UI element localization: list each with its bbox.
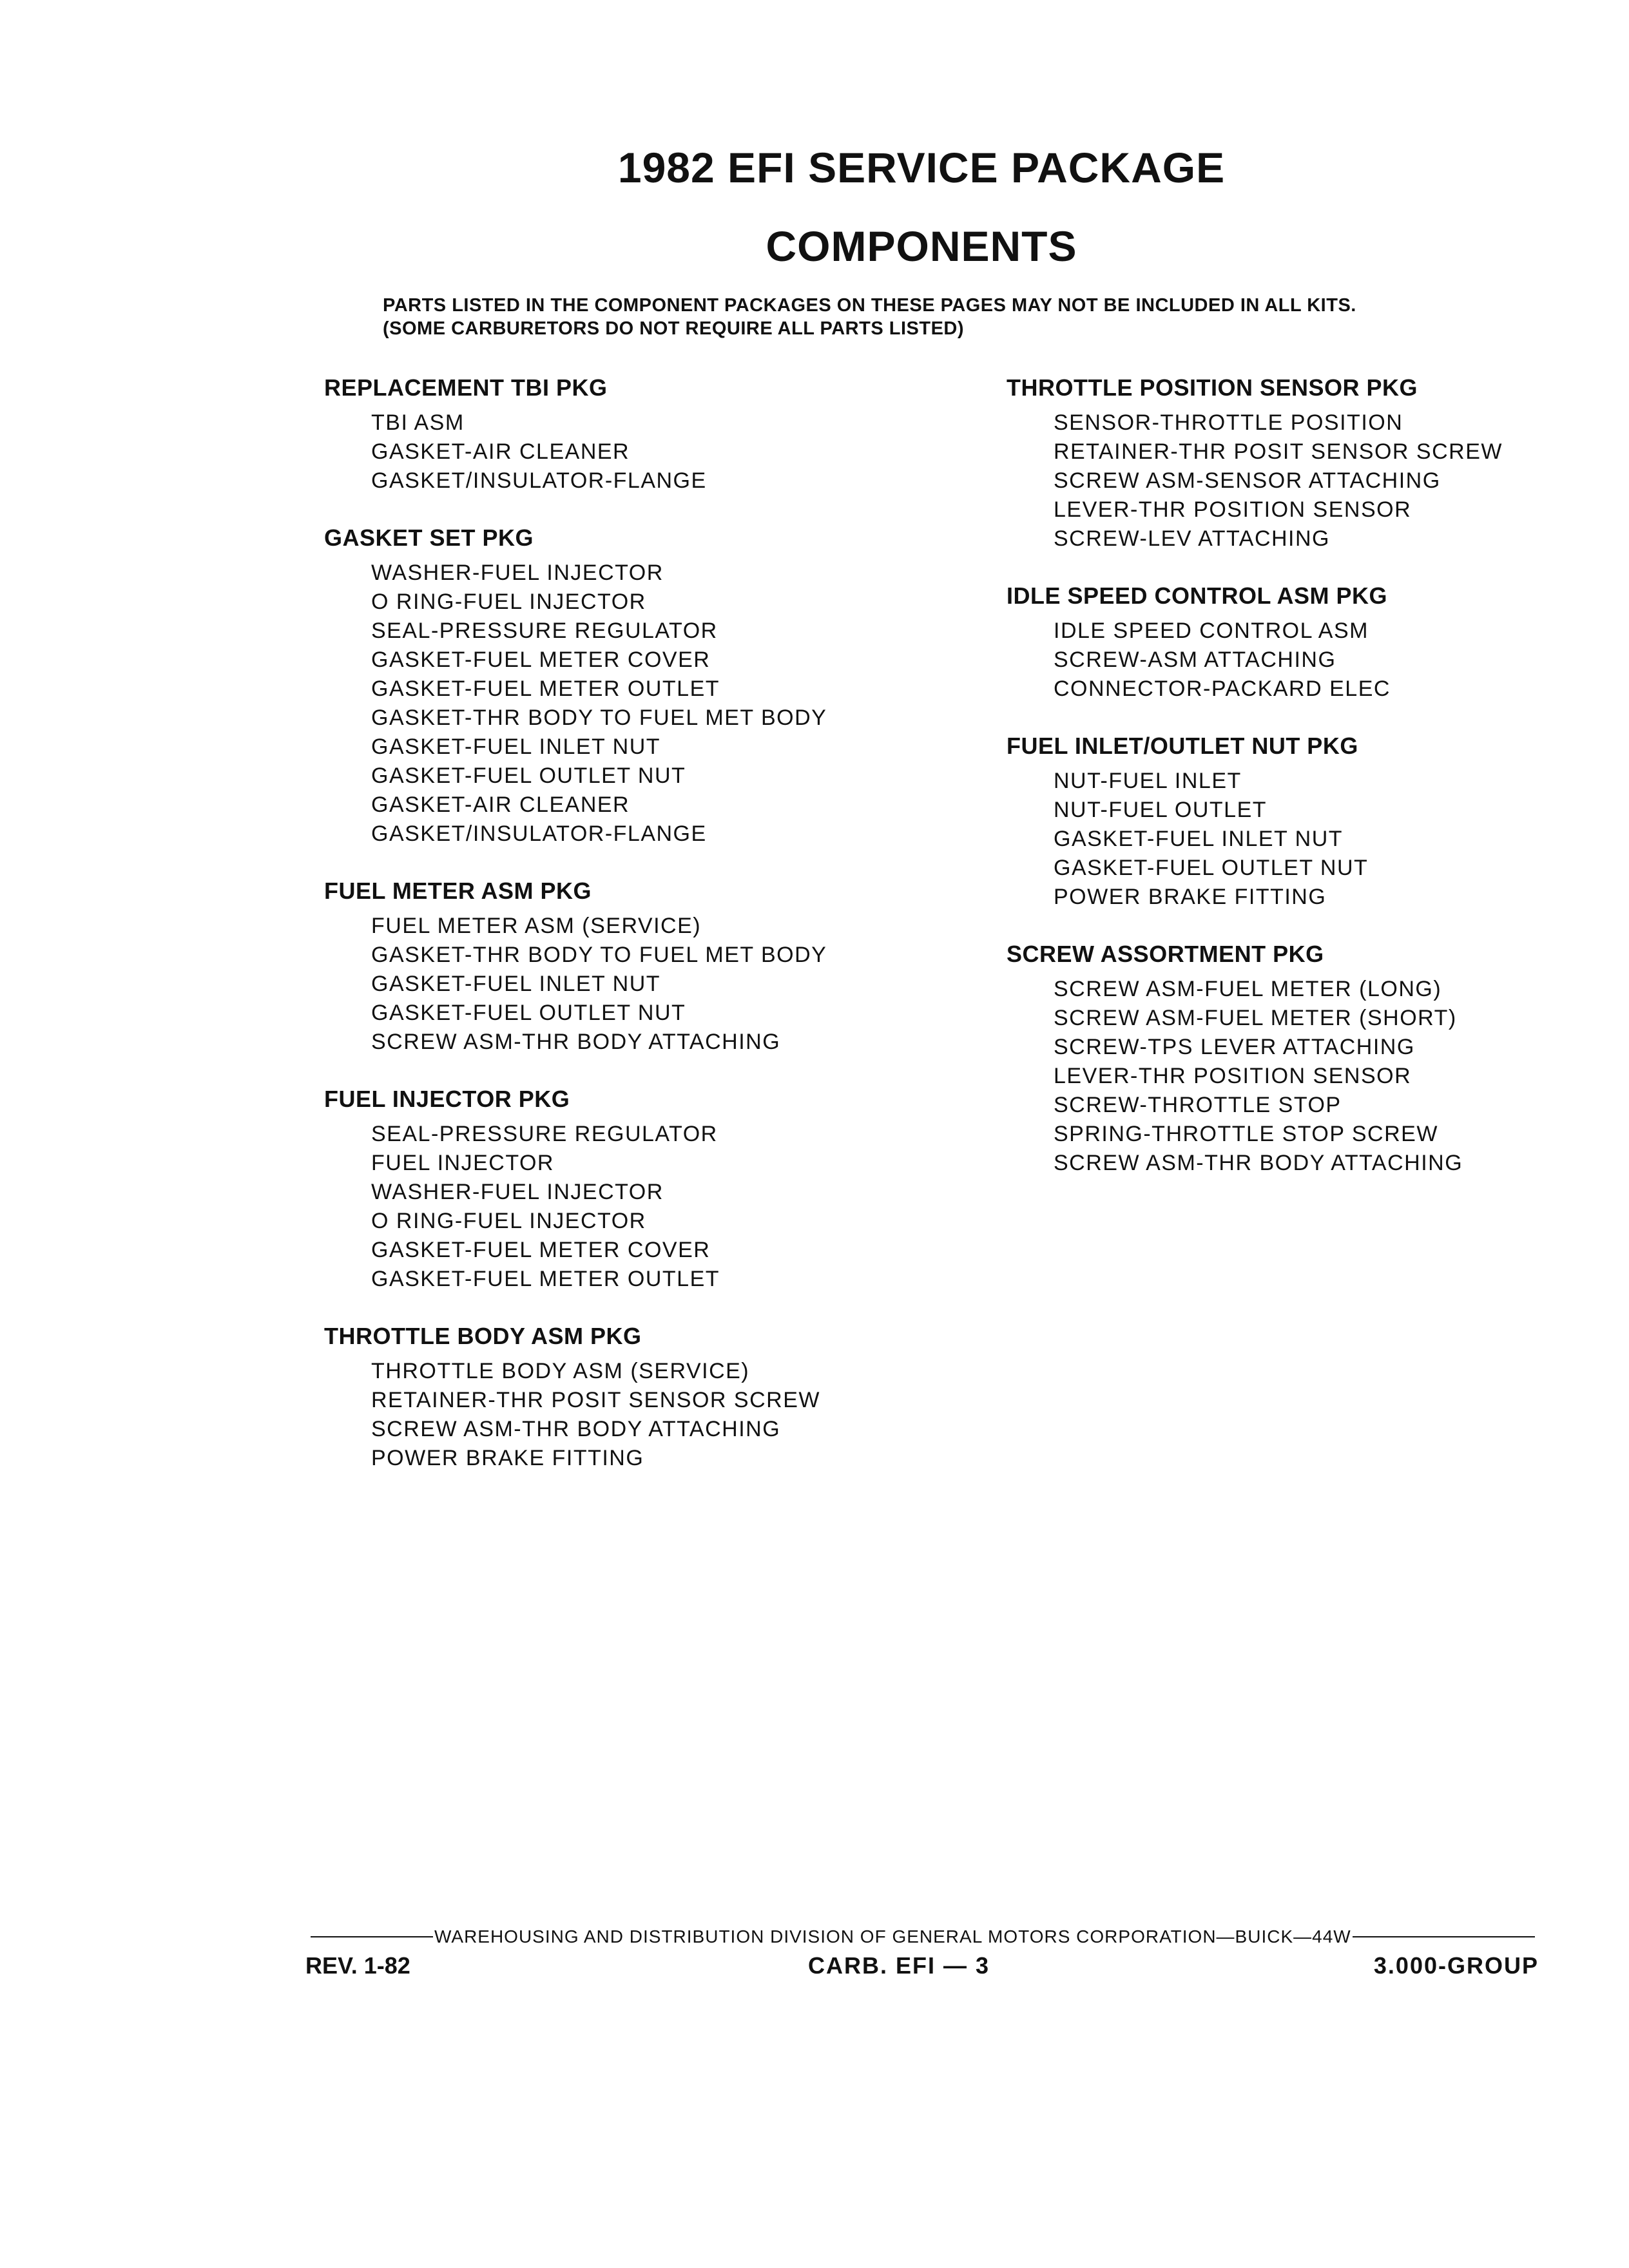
part-item: GASKET/INSULATOR-FLANGE: [371, 468, 707, 493]
package-title: FUEL INLET/OUTLET NUT PKG: [1007, 733, 1358, 759]
part-item: RETAINER-THR POSIT SENSOR SCREW: [371, 1388, 820, 1412]
footer-division-line: [311, 1927, 1535, 1947]
part-item: GASKET-FUEL METER COVER: [371, 1238, 711, 1262]
footer-row: [305, 1952, 1539, 1984]
part-item: SENSOR-THROTTLE POSITION: [1054, 410, 1403, 435]
part-item: GASKET-AIR CLEANER: [371, 793, 630, 817]
part-item: SEAL-PRESSURE REGULATOR: [371, 619, 718, 643]
group-label: 3.000-GROUP: [1373, 1952, 1539, 1979]
part-item: GASKET-FUEL METER OUTLET: [371, 677, 720, 701]
part-item: SCREW-ASM ATTACHING: [1054, 648, 1336, 672]
part-item: POWER BRAKE FITTING: [371, 1446, 644, 1470]
part-item: WASHER-FUEL INJECTOR: [371, 561, 664, 585]
part-item: O RING-FUEL INJECTOR: [371, 590, 646, 614]
page-title: 1982 EFI SERVICE PACKAGE: [617, 144, 1226, 191]
package-title: FUEL METER ASM PKG: [324, 878, 592, 904]
package-title: FUEL INJECTOR PKG: [324, 1086, 570, 1112]
part-item: NUT-FUEL OUTLET: [1054, 798, 1268, 822]
part-item: NUT-FUEL INLET: [1054, 769, 1242, 793]
part-item: WASHER-FUEL INJECTOR: [371, 1180, 664, 1204]
part-item: SPRING-THROTTLE STOP SCREW: [1054, 1122, 1438, 1146]
package-title: THROTTLE POSITION SENSOR PKG: [1007, 374, 1418, 401]
part-item: RETAINER-THR POSIT SENSOR SCREW: [1054, 439, 1503, 464]
part-item: GASKET-FUEL INLET NUT: [371, 735, 661, 759]
part-item: GASKET-FUEL INLET NUT: [371, 972, 661, 996]
package-title: THROTTLE BODY ASM PKG: [324, 1323, 642, 1349]
footer-division-text: WAREHOUSING AND DISTRIBUTION DIVISION OF GENERAL MOTORS CORPORATION—BUICK—44W: [434, 1927, 1351, 1946]
footer-rule-left: [311, 1936, 433, 1937]
package-section: [1007, 939, 1503, 1178]
parts-note-line-1: PARTS LISTED IN THE COMPONENT PACKAGES ON THESE PAGES MAY NOT BE INCLUDED IN ALL KITS.: [383, 295, 1356, 316]
part-item: SCREW ASM-THR BODY ATTACHING: [371, 1030, 781, 1054]
part-item: SCREW-THROTTLE STOP: [1054, 1093, 1342, 1117]
page-subtitle: COMPONENTS: [766, 222, 1077, 270]
package-title: IDLE SPEED CONTROL ASM PKG: [1007, 582, 1388, 609]
part-item: FUEL METER ASM (SERVICE): [371, 914, 702, 938]
package-title: REPLACEMENT TBI PKG: [324, 374, 608, 401]
part-item: GASKET-FUEL INLET NUT: [1054, 827, 1344, 851]
package-title: GASKET SET PKG: [324, 524, 534, 551]
part-item: GASKET-THR BODY TO FUEL MET BODY: [371, 706, 827, 730]
package-section: [1007, 581, 1503, 704]
part-item: SCREW ASM-THR BODY ATTACHING: [371, 1417, 781, 1441]
part-item: O RING-FUEL INJECTOR: [371, 1209, 646, 1233]
part-item: TBI ASM: [371, 410, 465, 435]
page-reference: CARB. EFI — 3: [808, 1952, 990, 1979]
part-item: IDLE SPEED CONTROL ASM: [1054, 619, 1369, 643]
part-item: SCREW ASM-FUEL METER (SHORT): [1054, 1006, 1457, 1030]
part-item: LEVER-THR POSITION SENSOR: [1054, 1064, 1412, 1088]
package-title: SCREW ASSORTMENT PKG: [1007, 941, 1324, 967]
package-section: [324, 372, 827, 495]
part-item: SCREW ASM-SENSOR ATTACHING: [1054, 468, 1441, 493]
part-item: LEVER-THR POSITION SENSOR: [1054, 497, 1412, 522]
right-column: [1007, 372, 1503, 1205]
part-item: SCREW ASM-THR BODY ATTACHING: [1054, 1151, 1463, 1175]
package-section: [324, 1084, 827, 1294]
package-section: [324, 876, 827, 1057]
part-item: THROTTLE BODY ASM (SERVICE): [371, 1359, 750, 1383]
part-item: GASKET-FUEL METER OUTLET: [371, 1267, 720, 1291]
part-item: SCREW ASM-FUEL METER (LONG): [1054, 977, 1442, 1001]
part-item: GASKET-FUEL OUTLET NUT: [1054, 856, 1369, 880]
footer-rule-right: [1353, 1936, 1535, 1937]
part-item: GASKET-FUEL METER COVER: [371, 648, 711, 672]
package-section: [1007, 372, 1503, 553]
part-item: CONNECTOR-PACKARD ELEC: [1054, 677, 1391, 701]
part-item: GASKET-FUEL OUTLET NUT: [371, 1001, 686, 1025]
left-column: [324, 372, 827, 1500]
part-item: GASKET/INSULATOR-FLANGE: [371, 822, 707, 846]
package-section: [324, 523, 827, 849]
part-item: FUEL INJECTOR: [371, 1151, 554, 1175]
parts-note-line-2: (SOME CARBURETORS DO NOT REQUIRE ALL PARTS LISTED): [383, 318, 965, 339]
revision-label: REV. 1-82: [305, 1952, 410, 1979]
package-section: [1007, 731, 1503, 912]
part-item: GASKET-THR BODY TO FUEL MET BODY: [371, 943, 827, 967]
package-section: [324, 1321, 827, 1473]
part-item: SEAL-PRESSURE REGULATOR: [371, 1122, 718, 1146]
part-item: GASKET-FUEL OUTLET NUT: [371, 764, 686, 788]
part-item: POWER BRAKE FITTING: [1054, 885, 1327, 909]
part-item: SCREW-LEV ATTACHING: [1054, 526, 1330, 551]
part-item: GASKET-AIR CLEANER: [371, 439, 630, 464]
part-item: SCREW-TPS LEVER ATTACHING: [1054, 1035, 1415, 1059]
